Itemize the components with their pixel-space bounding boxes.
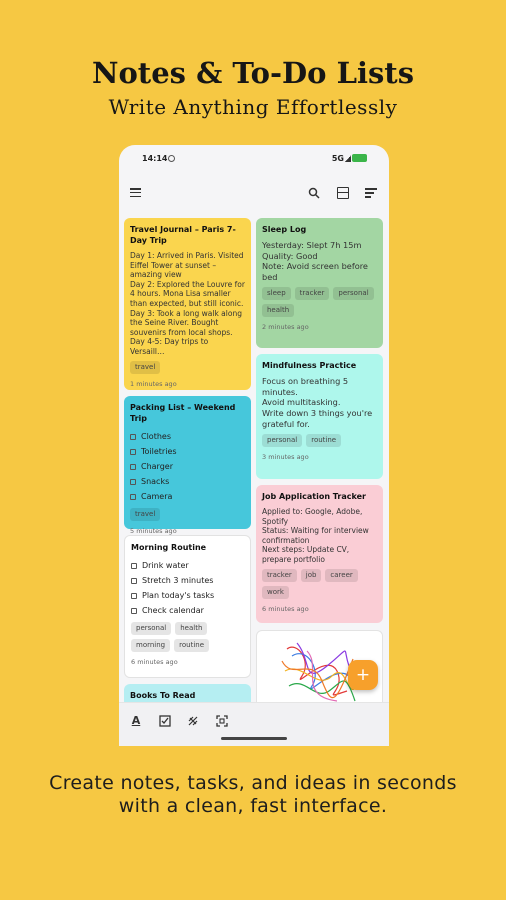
status-time: 14:14 <box>142 154 168 163</box>
tag: health <box>175 622 207 635</box>
tag: tracker <box>262 569 297 582</box>
note-time: 1 minutes ago <box>130 379 177 388</box>
checkbox-icon[interactable] <box>131 608 137 614</box>
tag: routine <box>306 434 341 447</box>
checklist-item[interactable]: Toiletries <box>130 444 245 459</box>
tag: tracker <box>295 287 330 300</box>
checkbox-icon[interactable] <box>159 715 171 727</box>
tag: travel <box>130 361 160 374</box>
checklist-item[interactable]: Snacks <box>130 474 245 489</box>
checklist-item[interactable]: Clothes <box>130 429 245 444</box>
note-title: Travel Journal – Paris 7-Day Trip <box>130 225 236 245</box>
menu-icon[interactable] <box>130 188 141 197</box>
note-body: Focus on breathing 5 minutes. Avoid multitasking. Write down 3 things you're grateful for. <box>262 376 373 429</box>
checklist-item[interactable]: Drink water <box>131 558 244 573</box>
layout-toggle-icon[interactable] <box>337 187 349 199</box>
note-card[interactable] <box>256 218 383 348</box>
text-format-icon[interactable]: A <box>131 714 141 727</box>
note-time: 6 minutes ago <box>131 658 178 666</box>
note-title: Sleep Log <box>262 225 307 234</box>
checkbox-icon[interactable] <box>131 578 137 584</box>
checkbox-icon[interactable] <box>130 494 136 500</box>
checkbox-icon[interactable] <box>130 434 136 440</box>
note-card[interactable] <box>124 218 251 390</box>
phone-screen <box>119 145 389 746</box>
network-label: 5G <box>331 154 344 163</box>
add-note-button[interactable]: + <box>348 660 378 690</box>
search-icon[interactable] <box>308 187 320 199</box>
note-time: 5 minutes ago <box>130 527 177 535</box>
checklist-item[interactable]: Plan today's tasks <box>131 588 244 603</box>
tag: health <box>262 304 294 317</box>
tag: career <box>325 569 357 582</box>
note-time: 6 minutes ago <box>262 604 309 613</box>
note-card[interactable] <box>124 535 251 678</box>
tag: personal <box>333 287 373 300</box>
note-body: Applied to: Google, Adobe, Spotify Status: Waiting for interview confirmation Next steps: Update CV, prepare portfolio <box>262 507 369 564</box>
note-time: 3 minutes ago <box>262 452 309 461</box>
note-time: 2 minutes ago <box>262 322 309 331</box>
headline: Notes & To-Do Lists <box>91 56 415 90</box>
checkbox-icon[interactable] <box>131 593 137 599</box>
checkbox-icon[interactable] <box>130 479 136 485</box>
note-body: Yesterday: Slept 7h 15m Quality: Good Note: Avoid screen before bed <box>262 240 368 283</box>
footer-caption: Create notes, tasks, and ideas in seconds with a clean, fast interface. <box>49 772 457 817</box>
checkbox-icon[interactable] <box>130 464 136 470</box>
note-card[interactable] <box>256 354 383 479</box>
tag: personal <box>131 622 171 635</box>
status-bar <box>119 145 389 173</box>
toolbar <box>119 181 389 205</box>
tag: morning <box>131 639 170 652</box>
checklist-item[interactable]: Stretch 3 minutes <box>131 573 244 588</box>
checkbox-icon[interactable] <box>130 449 136 455</box>
drawing-icon[interactable] <box>187 715 199 727</box>
note-title: Morning Routine <box>131 543 207 552</box>
home-indicator[interactable] <box>221 737 287 740</box>
note-title: Packing List – Weekend Trip <box>130 403 236 423</box>
tag: routine <box>174 639 209 652</box>
checklist-item[interactable]: Check calendar <box>131 603 244 618</box>
note-title: Books To Read <box>130 691 196 700</box>
tag: work <box>262 586 289 599</box>
note-body: Day 1: Arrived in Paris. Visited Eiffel Tower at sunset – amazing view Day 2: Explored the Louvre for 4 hours. Mona Lisa smaller than expected, but still iconic. Day 3: Took a long walk along the Seine River. Bought souvenirs from local shops. Day 4-5: Day trips to Versaill… <box>130 251 245 356</box>
note-title: Job Application Tracker <box>262 492 366 501</box>
sort-icon[interactable] <box>365 188 377 198</box>
battery-icon <box>352 154 367 162</box>
checklist-item[interactable]: Camera <box>130 489 245 504</box>
note-card[interactable] <box>124 396 251 535</box>
note-title: Mindfulness Practice <box>262 361 357 370</box>
subheadline: Write Anything Effortlessly <box>108 95 398 119</box>
scan-icon[interactable] <box>216 715 228 727</box>
sync-icon <box>168 155 175 162</box>
bottom-toolbar <box>119 702 389 746</box>
tag: job <box>301 569 322 582</box>
signal-icon <box>345 155 351 162</box>
tag: travel <box>130 508 160 521</box>
tag: sleep <box>262 287 291 300</box>
checkbox-icon[interactable] <box>131 563 137 569</box>
checklist-item[interactable]: Charger <box>130 459 245 474</box>
note-card[interactable] <box>256 485 383 623</box>
tag: personal <box>262 434 302 447</box>
